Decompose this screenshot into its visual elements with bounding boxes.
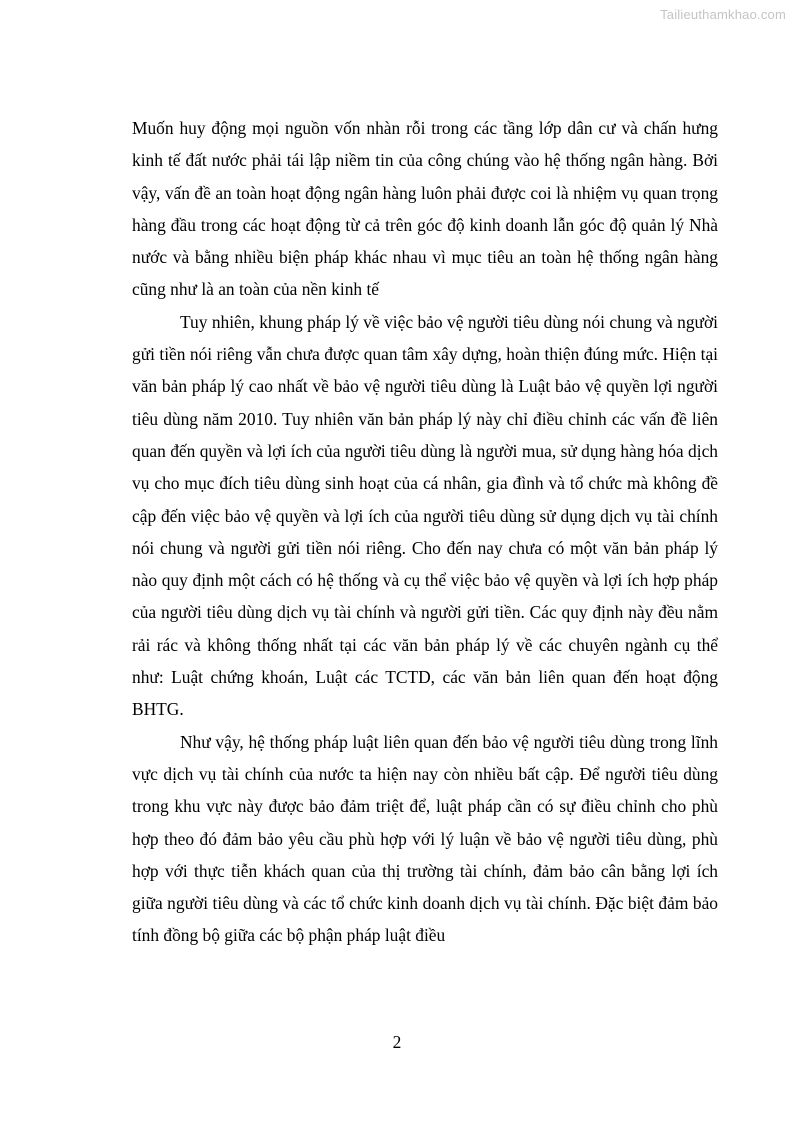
page-number: 2 [392, 1032, 402, 1052]
document-body [132, 112, 718, 952]
paragraph-2: Tuy nhiên, khung pháp lý về việc bảo vệ người tiêu dùng nói chung và người gửi tiền nói riêng vẫn chưa được quan tâm xây dựng, hoàn thiện đúng mức. Hiện tại văn bản pháp lý cao nhất về bảo vệ người tiêu dùng là Luật bảo vệ quyền lợi người tiêu dùng năm 2010. Tuy nhiên văn bản pháp lý này chỉ điều chỉnh các vấn đề liên quan đến quyền và lợi ích của người tiêu dùng là người mua, sử dụng hàng hóa dịch vụ cho mục đích tiêu dùng sinh hoạt của cá nhân, gia đình và tổ chức mà không đề cập đến việc bảo vệ quyền và lợi ích của người tiêu dùng sử dụng dịch vụ tài chính nói chung và người gửi tiền nói riêng. Cho đến nay chưa có một văn bản pháp lý nào quy định một cách có hệ thống và cụ thể việc bảo vệ quyền và lợi ích hợp pháp của người tiêu dùng dịch vụ tài chính và người gửi tiền. Các quy định này đều nằm rải rác và không thống nhất tại các văn bản pháp lý về các chuyên ngành cụ thể như: Luật chứng khoán, Luật các TCTD, các văn bản liên quan đến hoạt động BHTG. [132, 311, 718, 720]
paragraph-1: Muốn huy động mọi nguồn vốn nhàn rỗi trong các tầng lớp dân cư và chấn hưng kinh tế đất nước phải tái lập niềm tin của công chúng vào hệ thống ngân hàng. Bởi vậy, vấn đề an toàn hoạt động ngân hàng luôn phải được coi là nhiệm vụ quan trọng hàng đầu trong các hoạt động từ cả trên góc độ kinh doanh lẫn góc độ quản lý Nhà nước và bằng nhiều biện pháp khác nhau vì mục tiêu an toàn hệ thống ngân hàng cũng như là an toàn của nền kinh tế [132, 118, 718, 300]
paragraph-3: Như vậy, hệ thống pháp luật liên quan đến bảo vệ người tiêu dùng trong lĩnh vực dịch vụ tài chính của nước ta hiện nay còn nhiều bất cập. Để người tiêu dùng trong khu vực này được bảo đảm triệt để, luật pháp cần có sự điều chỉnh cho phù hợp theo đó đảm bảo yêu cầu phù hợp với lý luận về bảo vệ người tiêu dùng, phù hợp với thực tiễn khách quan của thị trường tài chính, đảm bảo cân bằng lợi ích giữa người tiêu dùng và các tổ chức kinh doanh dịch vụ tài chính. Đặc biệt đảm bảo tính đồng bộ giữa các bộ phận pháp luật điều [132, 731, 718, 946]
watermark-text: Tailieuthamkhao.com [660, 7, 786, 22]
